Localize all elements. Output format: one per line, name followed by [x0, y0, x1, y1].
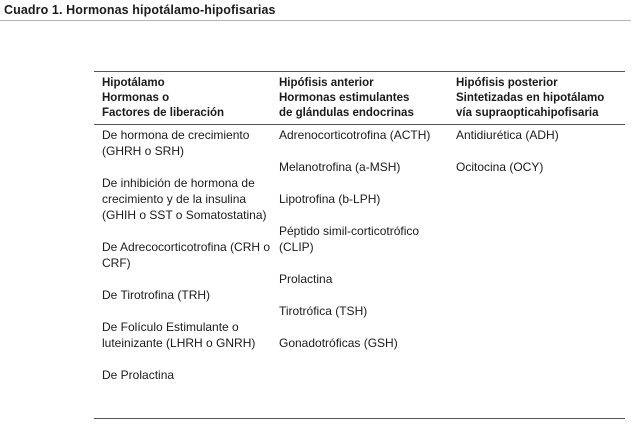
header-hipotalamo [102, 76, 274, 121]
header-hipofisis-anterior [279, 76, 451, 121]
list-item: Prolactina [279, 272, 333, 286]
table-bottom-rule [94, 418, 625, 419]
list-item: De hormona de crecimiento (GHRH o SRH) [102, 128, 250, 158]
header-line: Sintetizadas en hipotálamo [456, 92, 605, 104]
list-item: Melanotrofina (a-MSH) [279, 160, 401, 174]
header-line: Hipotálamo [102, 77, 165, 89]
list-item: Ocitocina (OCY) [456, 160, 544, 174]
header-line: Hipófisis anterior [279, 77, 374, 89]
header-line: Hormonas estimulantes [279, 92, 410, 104]
list-item: De Folículo Estimulante o luteinizante (LHRH o GNRH) [102, 320, 256, 350]
list-item: Antidiurética (ADH) [456, 128, 559, 142]
column-hipofisis-anterior [279, 127, 451, 367]
table-caption: Cuadro 1. Hormonas hipotálamo-hipofisarias [4, 3, 276, 17]
table-top-rule [94, 71, 625, 72]
header-line: Factores de liberación [102, 107, 225, 119]
header-line: Hipófisis posterior [456, 77, 558, 89]
list-item: Tirotrófica (TSH) [279, 304, 368, 318]
list-item: Gonadotróficas (GSH) [279, 336, 398, 350]
header-divider [94, 124, 625, 125]
column-hipofisis-posterior [456, 127, 626, 191]
header-line: de glándulas endocrinas [279, 107, 414, 119]
header-line: vía supraopticahipofisaria [456, 107, 599, 119]
list-item: De Prolactina [102, 368, 175, 382]
column-hipotalamo [102, 127, 274, 399]
list-item: Péptido simil-corticotrófico (CLIP) [279, 224, 420, 254]
header-line: Hormonas o [102, 92, 170, 104]
list-item: De Adrecocorticotrofina (CRH o CRF) [102, 240, 271, 270]
header-hipofisis-posterior [456, 76, 626, 121]
caption-divider [0, 20, 631, 21]
list-item: De inhibición de hormona de crecimiento y de la insulina (GHIH o SST o Somatostatina) [102, 176, 267, 222]
list-item: Lipotrofina (b-LPH) [279, 192, 381, 206]
list-item: De Tirotrofina (TRH) [102, 288, 211, 302]
list-item: Adrenocorticotrofina (ACTH) [279, 128, 431, 142]
